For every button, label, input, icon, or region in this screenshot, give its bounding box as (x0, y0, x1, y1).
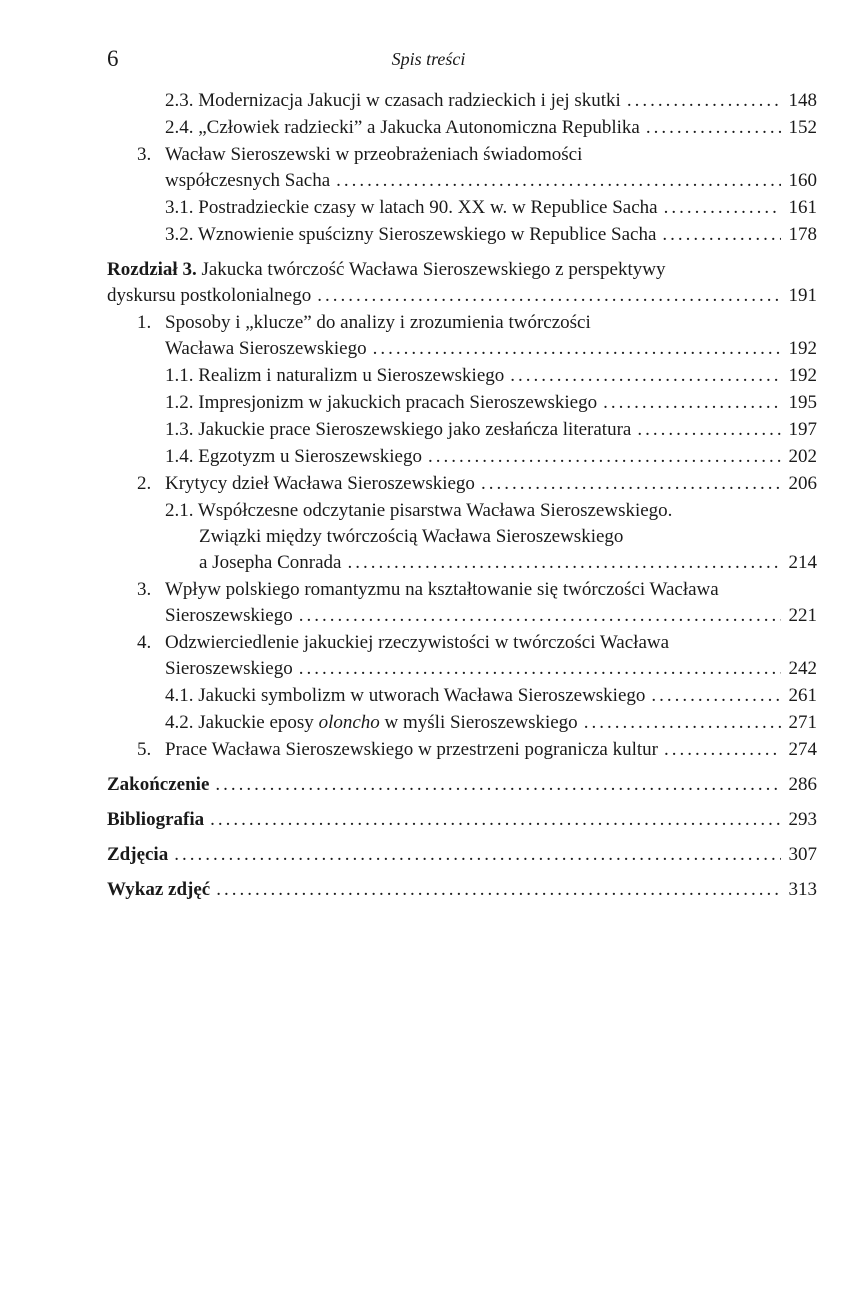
toc-entry-5 (107, 737, 817, 764)
leader-dots (603, 390, 781, 416)
toc-page-number: 221 (788, 605, 817, 626)
toc-page-number: 307 (788, 844, 817, 865)
toc-page-number: 242 (788, 658, 817, 679)
toc-entry-title: 1.4. Egzotyzm u Sieroszewskiego (165, 446, 422, 467)
toc-entry-title-line: 2.1. Współczesne odczytanie pisarstwa Wacława Sieroszewskiego. (165, 500, 673, 521)
leader-dots (481, 471, 781, 497)
toc-page-number: 261 (788, 685, 817, 706)
toc-entry-title: Prace Wacława Sieroszewskiego w przestrzeni pogranicza kultur (165, 739, 658, 760)
chapter-label: Rozdział 3. (107, 259, 197, 280)
leader-dots (584, 710, 781, 736)
toc-entry-number: 4. (137, 632, 152, 653)
running-header: Spis treści (391, 49, 466, 69)
toc-page-number: 161 (788, 197, 817, 218)
toc-entry-number: 1. (137, 312, 152, 333)
toc-entry-title-line: Sieroszewskiego (165, 658, 293, 679)
toc-page-number: 197 (788, 419, 817, 440)
toc-entry-number: 5. (137, 739, 152, 760)
toc-entry-title: Zakończenie (107, 774, 210, 795)
toc-entry-2-3 (107, 88, 817, 115)
toc-page-number: 274 (788, 739, 817, 760)
leader-dots (215, 772, 781, 798)
toc-entry-number: 2. (137, 473, 152, 494)
toc-entry-title: 1.3. Jakuckie prace Sieroszewskiego jako zesłańcza literatura (165, 419, 632, 440)
toc-bibliography (107, 807, 817, 834)
toc-entry-title-line: a Josepha Conrada (199, 552, 342, 573)
chapter-title-line: dyskursu postkolonialnego (107, 285, 312, 306)
toc-entry-3-2 (107, 222, 817, 249)
leader-dots (662, 222, 781, 248)
toc-page-number: 192 (788, 365, 817, 386)
table-of-contents (107, 88, 817, 904)
toc-photos (107, 842, 817, 869)
chapter-title-line: Jakucka twórczość Wacława Sieroszewskiego z perspektywy (201, 259, 666, 280)
toc-entry-title: 3.1. Postradzieckie czasy w latach 90. XX w. w Republice Sacha (165, 197, 658, 218)
toc-page-number: 160 (788, 170, 817, 191)
toc-entry-1-1 (107, 363, 817, 390)
toc-entry-title: 1.2. Impresjonizm w jakuckich pracach Sieroszewskiego (165, 392, 598, 413)
leader-dots (347, 550, 781, 576)
leader-dots (216, 877, 781, 903)
toc-entry-title: 2.4. „Człowiek radziecki” a Jakucka Autonomiczna Republika (165, 117, 640, 138)
toc-page-number: 206 (788, 473, 817, 494)
leader-dots (428, 444, 781, 470)
leader-dots (210, 807, 781, 833)
leader-dots (174, 842, 781, 868)
leader-dots (664, 737, 781, 763)
leader-dots (627, 88, 781, 114)
page-number: 6 (107, 46, 119, 71)
toc-entry-title-line: Wacław Sieroszewski w przeobrażeniach świadomości (165, 144, 583, 165)
toc-entry-2 (107, 471, 817, 498)
leader-dots (651, 683, 781, 709)
toc-conclusion (107, 772, 817, 799)
toc-entry-number: 3. (137, 144, 152, 165)
toc-entry-title-line: Sposoby i „klucze” do analizy i zrozumienia twórczości (165, 312, 591, 333)
toc-page-number: 293 (788, 809, 817, 830)
toc-chapter-3 (107, 257, 817, 310)
toc-photo-list (107, 877, 817, 904)
toc-entry-title-line: Wacława Sieroszewskiego (165, 338, 367, 359)
toc-entry-title-line: Sieroszewskiego (165, 605, 293, 626)
toc-entry-title: 2.3. Modernizacja Jakucji w czasach radzieckich i jej skutki (165, 90, 621, 111)
toc-page-number: 286 (788, 774, 817, 795)
leader-dots (664, 195, 781, 221)
toc-entry-4 (107, 630, 817, 683)
toc-page-number: 202 (788, 446, 817, 467)
toc-entry-title-line: Odzwierciedlenie jakuckiej rzeczywistości w twórczości Wacława (165, 632, 670, 653)
toc-entry-title (165, 710, 578, 736)
toc-entry-3-1 (107, 195, 817, 222)
leader-dots (299, 603, 781, 629)
leader-dots (637, 417, 781, 443)
leader-dots (317, 283, 781, 309)
toc-entry-1-2 (107, 390, 817, 417)
toc-entry-title-line: Wpływ polskiego romantyzmu na kształtowanie się twórczości Wacława (165, 579, 719, 600)
toc-entry-title: Krytycy dzieł Wacława Sieroszewskiego (165, 473, 475, 494)
toc-entry-4-1 (107, 683, 817, 710)
toc-page-number: 271 (788, 712, 817, 733)
leader-dots (373, 336, 781, 362)
leader-dots (510, 363, 781, 389)
toc-page-number: 152 (788, 117, 817, 138)
toc-entry-number: 3. (137, 579, 152, 600)
toc-entry-2-1 (107, 498, 817, 577)
toc-entry-title-line: Związki między twórczością Wacława Sieroszewskiego (199, 526, 624, 547)
toc-entry-1-3 (107, 417, 817, 444)
leader-dots (336, 168, 781, 194)
toc-page-number: 214 (788, 552, 817, 573)
toc-page-number: 178 (788, 224, 817, 245)
toc-entry-title: Wykaz zdjęć (107, 879, 211, 900)
toc-page-number: 148 (788, 90, 817, 111)
toc-entry-3b (107, 577, 817, 630)
toc-page-number: 313 (788, 879, 817, 900)
toc-entry-title-part: w myśli Sieroszewskiego (379, 712, 578, 733)
toc-page-number: 191 (788, 285, 817, 306)
toc-entry-4-2 (107, 710, 817, 737)
toc-entry-1-4 (107, 444, 817, 471)
toc-entry-title-part: 4.2. Jakuckie eposy (165, 712, 319, 733)
leader-dots (646, 115, 781, 141)
toc-entry-2-4 (107, 115, 817, 142)
toc-entry-title-italic: oloncho (318, 712, 380, 733)
toc-entry-title: Bibliografia (107, 809, 205, 830)
toc-entry-title: 1.1. Realizm i naturalizm u Sieroszewskiego (165, 365, 505, 386)
toc-entry-title: 4.1. Jakucki symbolizm w utworach Wacława Sieroszewskiego (165, 685, 646, 706)
toc-entry-title: 3.2. Wznowienie spuścizny Sieroszewskiego w Republice Sacha (165, 224, 657, 245)
toc-page-number: 192 (788, 338, 817, 359)
toc-entry-1 (107, 310, 817, 363)
toc-page-number: 195 (788, 392, 817, 413)
leader-dots (299, 656, 781, 682)
toc-entry-title-line: współczesnych Sacha (165, 170, 331, 191)
toc-entry-title: Zdjęcia (107, 844, 169, 865)
toc-entry-3 (107, 142, 817, 195)
